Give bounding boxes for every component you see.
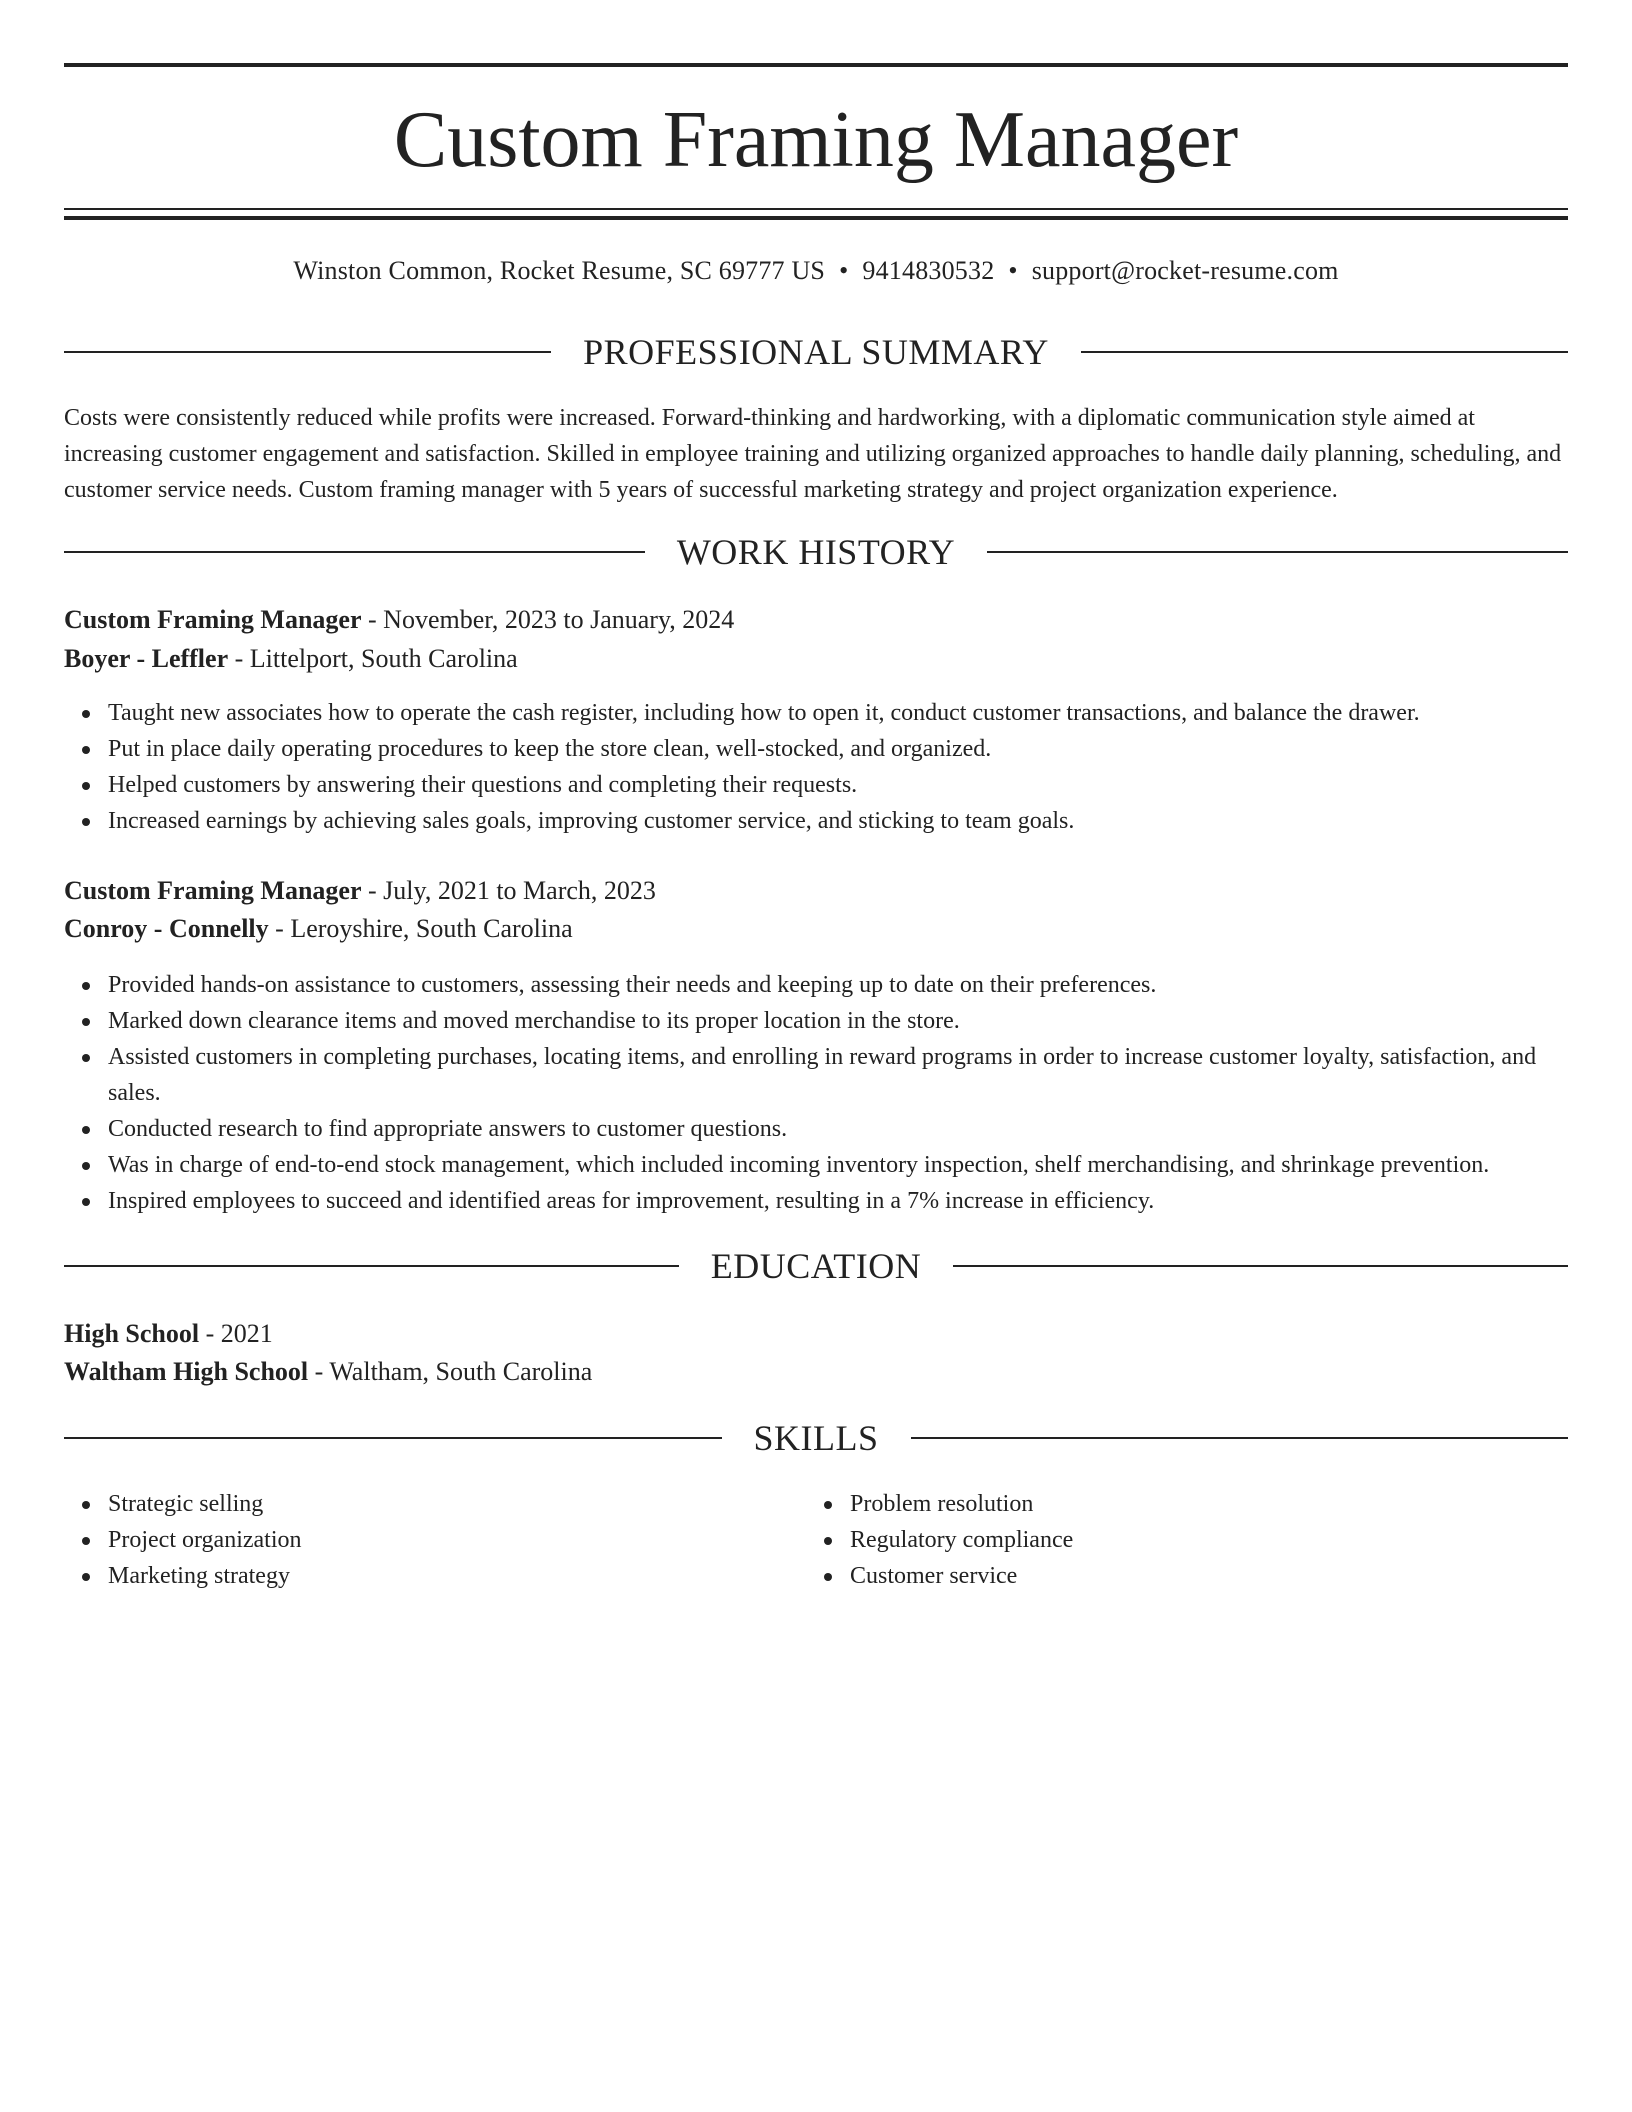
job-location: - Leroyshire, South Carolina [268, 914, 573, 943]
contact-line [64, 254, 1568, 288]
skill-item: Project organization [108, 1522, 764, 1558]
skill-item: Marketing strategy [108, 1558, 764, 1594]
skill-item: Problem resolution [850, 1486, 1506, 1522]
header-double-rule-thin [64, 208, 1568, 210]
skills-section-header [64, 1416, 1568, 1460]
skills-list-right [806, 1486, 1506, 1594]
skill-item: Customer service [850, 1558, 1506, 1594]
education-school-line [64, 1354, 1568, 1390]
job-title: Custom Framing Manager [64, 876, 362, 905]
section-rule-right [953, 1265, 1568, 1267]
job-bullet: Increased earnings by achieving sales goals, improving customer service, and sticking to team goals. [108, 803, 1568, 839]
job-bullet: Conducted research to find appropriate answers to customer questions. [108, 1111, 1568, 1147]
job-bullet: Put in place daily operating procedures to keep the store clean, well-stocked, and organized. [108, 731, 1568, 767]
contact-separator: • [1008, 256, 1018, 285]
job-bullet: Assisted customers in completing purchases, locating items, and enrolling in reward programs in order to increase customer loyalty, satisfaction, and sales. [108, 1039, 1568, 1111]
job-company-line [64, 911, 1568, 947]
job-company-line [64, 641, 1568, 677]
job-title-line [64, 873, 1568, 909]
skills-section-title: SKILLS [753, 1418, 879, 1458]
work-section-title: WORK HISTORY [676, 532, 956, 572]
section-rule-right [1081, 351, 1568, 353]
education-degree-line [64, 1316, 1568, 1352]
education-section-title: EDUCATION [710, 1246, 922, 1286]
job-dates: - November, 2023 to January, 2024 [361, 605, 735, 634]
job-bullet: Taught new associates how to operate the cash register, including how to open it, conduct customer transactions, and balance the drawer. [108, 695, 1568, 731]
job-bullet: Was in charge of end-to-end stock management, which included incoming inventory inspection, shelf merchandising, and shrinkage prevention. [108, 1147, 1568, 1183]
header-top-rule [64, 63, 1568, 67]
work-section-header [64, 530, 1568, 574]
contact-address: Winston Common, Rocket Resume, SC 69777 US [293, 256, 826, 285]
education-location: - Waltham, South Carolina [308, 1357, 593, 1386]
education-year: - 2021 [199, 1319, 273, 1348]
job-title: Custom Framing Manager [64, 605, 362, 634]
skill-item: Strategic selling [108, 1486, 764, 1522]
skill-item: Regulatory compliance [850, 1522, 1506, 1558]
job-bullet: Marked down clearance items and moved merchandise to its proper location in the store. [108, 1003, 1568, 1039]
section-rule-left [64, 1265, 679, 1267]
job-bullets [64, 967, 1568, 1219]
education-school: Waltham High School [64, 1357, 309, 1386]
job-bullet: Helped customers by answering their questions and completing their requests. [108, 767, 1568, 803]
job-bullet: Provided hands-on assistance to customers, assessing their needs and keeping up to date on their preferences. [108, 967, 1568, 1003]
section-rule-left [64, 1437, 722, 1439]
summary-section-header [64, 330, 1568, 374]
job-location: - Littelport, South Carolina [228, 644, 518, 673]
skills-list-left [64, 1486, 764, 1594]
education-section-header [64, 1244, 1568, 1288]
section-rule-right [987, 551, 1568, 553]
job-dates: - July, 2021 to March, 2023 [361, 876, 656, 905]
candidate-name: Custom Framing Manager [393, 96, 1239, 184]
education-degree: High School [64, 1319, 200, 1348]
contact-separator: • [839, 256, 849, 285]
job-company: Conroy - Connelly [64, 914, 269, 943]
job-title-line [64, 602, 1568, 638]
summary-section-title: PROFESSIONAL SUMMARY [583, 332, 1049, 372]
section-rule-left [64, 551, 645, 553]
job-company: Boyer - Leffler [64, 644, 229, 673]
summary-text: Costs were consistently reduced while profits were increased. Forward-thinking and hardworking, with a diplomatic communication style aimed at increasing customer engagement and satisfaction. Skilled in employee training and utilizing organized approaches to handle daily planning, scheduling, and customer service needs. Custom framing manager with 5 years of successful marketing strategy and project organization experience. [64, 405, 1562, 503]
job-bullet: Inspired employees to succeed and identified areas for improvement, resulting in a 7% increase in efficiency. [108, 1183, 1568, 1219]
contact-phone: 9414830532 [862, 256, 995, 285]
job-bullets [64, 695, 1568, 839]
section-rule-left [64, 351, 551, 353]
header-double-rule-thick [64, 216, 1568, 220]
contact-email: support@rocket-resume.com [1031, 256, 1339, 285]
section-rule-right [911, 1437, 1569, 1439]
